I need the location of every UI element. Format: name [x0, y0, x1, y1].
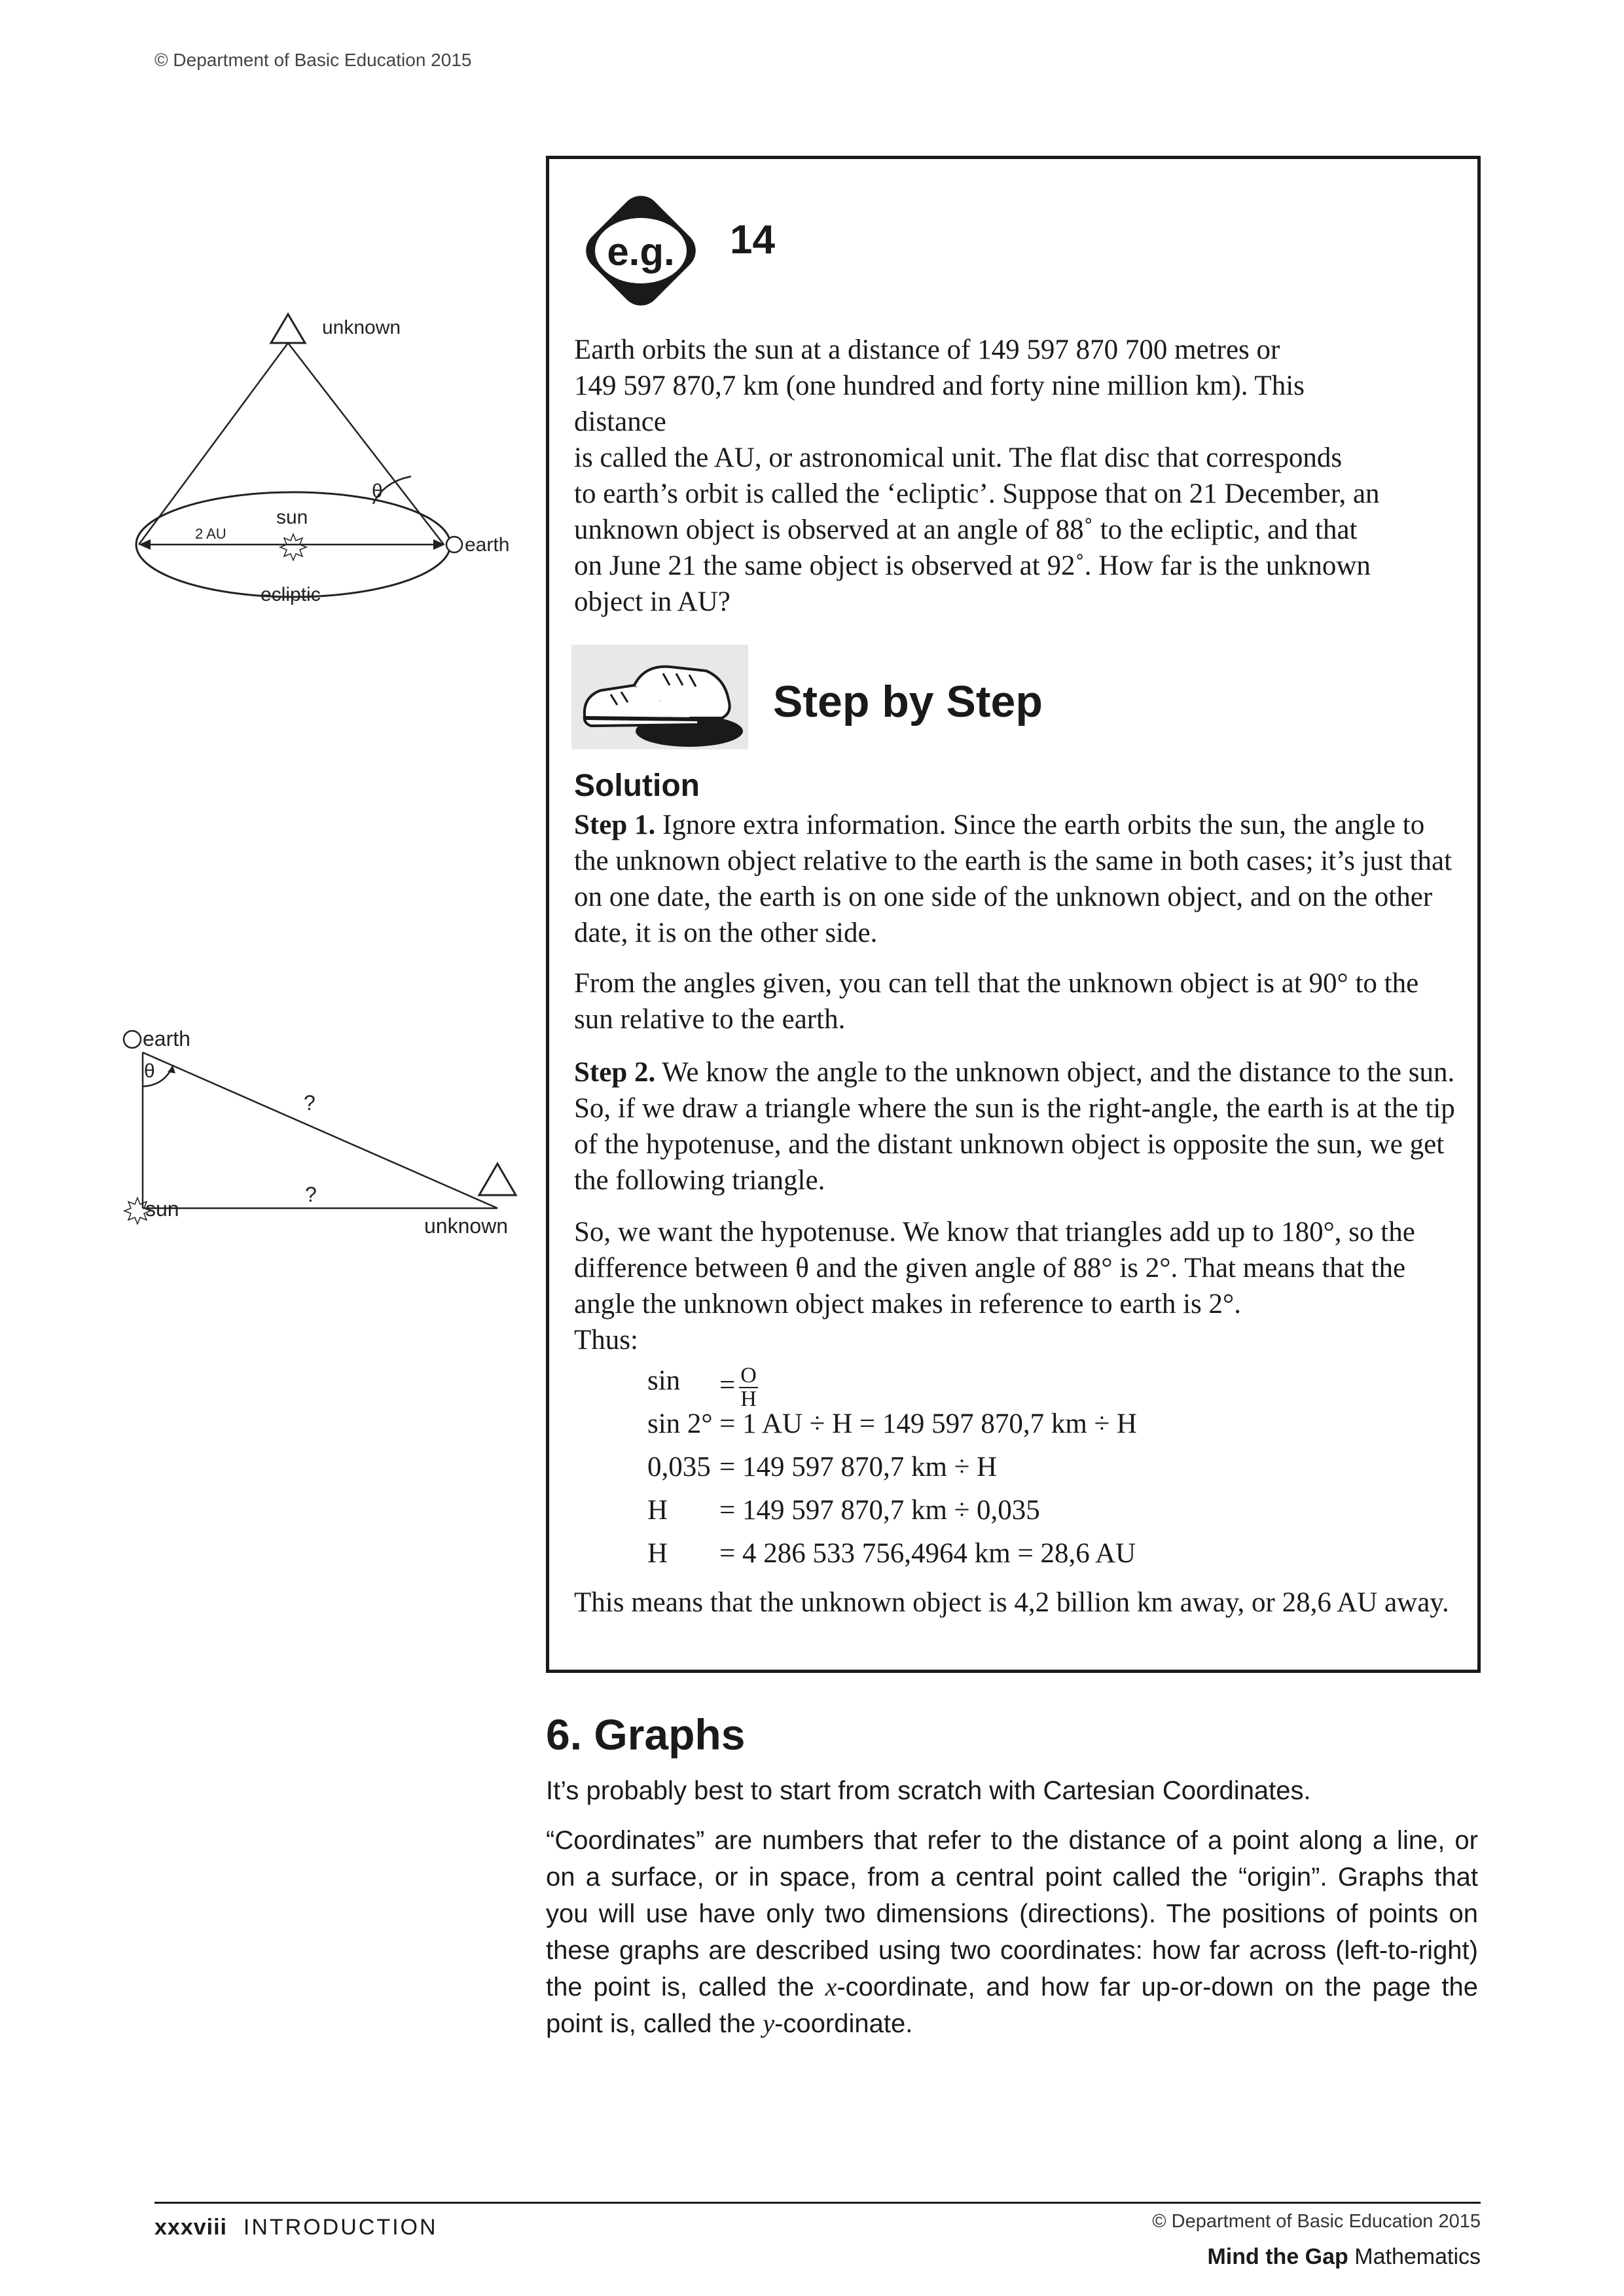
eg-badge-icon	[575, 185, 706, 316]
eg-badge-label: e.g.	[607, 230, 675, 274]
label-ecliptic: ecliptic	[261, 584, 321, 605]
ecliptic-diagram	[124, 308, 530, 615]
math-rhs: = 1 AU ÷ H = 149 597 870,7 km ÷ H	[719, 1408, 1137, 1439]
math-lhs: 0,035	[647, 1452, 711, 1482]
section-title-graphs: 6. Graphs	[546, 1710, 746, 1759]
example-intro	[574, 332, 1458, 620]
fraction: $\frac{O}{H}$	[740, 1363, 757, 1411]
header-copyright: © Department of Basic Education 2015	[154, 50, 472, 70]
conclusion-paragraph: This means that the unknown object is 4,2 billion km away, or 28,6 AU away.	[574, 1587, 1449, 1618]
graphs-intro: It’s probably best to start from scratch with Cartesian Coordinates.	[546, 1776, 1311, 1805]
section-name: INTRODUCTION	[243, 2215, 438, 2240]
step1-label: Step 1.	[574, 810, 656, 840]
math-rhs: = 4 286 533 756,4964 km = 28,6 AU	[719, 1538, 1136, 1569]
hypotenuse-paragraph	[574, 1214, 1458, 1358]
step2-paragraph	[574, 1054, 1458, 1198]
label-earth: earth	[465, 534, 510, 556]
label-sun: sun	[276, 507, 308, 528]
step2-label: Step 2.	[574, 1057, 656, 1088]
intro-line: is called the AU, or astronomical unit. The flat disc that corresponds	[574, 442, 1343, 473]
earth-circle-icon	[124, 1031, 141, 1048]
intro-line: distance	[574, 406, 666, 437]
sun-starburst-icon	[280, 534, 306, 560]
example-box	[546, 156, 1481, 1673]
unknown-triangle-icon	[271, 314, 305, 343]
solution-heading: Solution	[574, 768, 700, 803]
label-unknown: unknown	[322, 317, 401, 338]
intro-line: unknown object is observed at an angle of 88˚ to the ecliptic, and that	[574, 514, 1358, 545]
triangle-diagram	[105, 1014, 537, 1250]
footer-brand: Mind the Gap Mathematics	[1207, 2244, 1481, 2269]
math-lhs: sin	[647, 1365, 681, 1396]
math-rhs: = $\frac{O}{H}$	[719, 1363, 757, 1411]
label-sun: sun	[145, 1197, 179, 1221]
x-variable: x	[825, 1972, 837, 2001]
math-lhs: sin 2°	[647, 1408, 713, 1439]
sneakers-icon	[571, 645, 748, 749]
intro-line: 149 597 870,7 km (one hundred and forty nine million km). This	[574, 370, 1305, 401]
earth-circle-icon	[446, 537, 462, 552]
step1-paragraph	[574, 807, 1458, 951]
footer-rule	[154, 2202, 1481, 2204]
step1-text: Ignore extra information. Since the earth orbits the sun, the angle to the unknown object relative to the earth is the same in both cases; it’s just that on one date, the earth is on one side of the unknown object, and on the other date, it is on the other side.	[574, 810, 1453, 948]
step2-text: We know the angle to the unknown object, and the distance to the sun. So, if we draw a triangle where the sun is the right-angle, the earth is at the tip of the hypotenuse, and the distant unknown object is opposite the sun, we get the following triangle.	[574, 1057, 1455, 1196]
label-earth: earth	[143, 1027, 190, 1050]
angle-paragraph: From the angles given, you can tell that the unknown object is at 90° to the sun relative to the earth.	[574, 968, 1419, 1035]
thus-text: Thus:	[574, 1325, 638, 1355]
footer-copyright: © Department of Basic Education 2015	[1152, 2211, 1481, 2232]
math-lhs: H	[647, 1538, 668, 1569]
hypotenuse-text: So, we want the hypotenuse. We know that triangles add up to 180°, so the difference between θ and the given angle of 88° is 2°. That means that the angle the unknown object makes in reference to earth is 2°.	[574, 1217, 1415, 1319]
footer-brand-block	[1152, 2211, 1481, 2270]
math-rhs: = 149 597 870,7 km ÷ 0,035	[719, 1495, 1040, 1526]
footer-page-label	[154, 2215, 438, 2240]
label-base-q: ?	[305, 1183, 317, 1206]
step-by-step-title: Step by Step	[773, 677, 1043, 726]
intro-line: object in AU?	[574, 586, 731, 617]
unknown-triangle-icon	[479, 1164, 516, 1195]
intro-line: Earth orbits the sun at a distance of 149 597 870 700 metres or	[574, 334, 1280, 365]
label-theta: θ	[372, 480, 383, 502]
intro-line: to earth’s orbit is called the ‘ecliptic’. Suppose that on 21 December, an	[574, 478, 1380, 509]
y-variable: y	[763, 2009, 775, 2038]
intro-line: on June 21 the same object is observed at 92˚. How far is the unknown	[574, 550, 1371, 581]
graphs-coordinates-paragraph: “Coordinates” are numbers that refer to the distance of a point along a line, or on a surface, or in space, from a central point called the “origin”. Graphs that you will use have only two dimensions (directions). The positions of points on these graphs are described using two coordinates: how far across (left-to-right) the point is, called the x-coordinate, and how far up-or-down on the page the point is, called the y-coordinate.	[546, 1826, 1478, 2038]
math-lhs: H	[647, 1495, 668, 1526]
label-theta: θ	[144, 1060, 155, 1082]
label-hypotenuse-q: ?	[304, 1091, 316, 1115]
label-2au: 2 AU	[195, 526, 226, 542]
page-number: xxxviii	[154, 2215, 227, 2240]
label-unknown: unknown	[424, 1214, 509, 1238]
math-rhs: = 149 597 870,7 km ÷ H	[719, 1452, 998, 1482]
example-number: 14	[730, 217, 775, 262]
